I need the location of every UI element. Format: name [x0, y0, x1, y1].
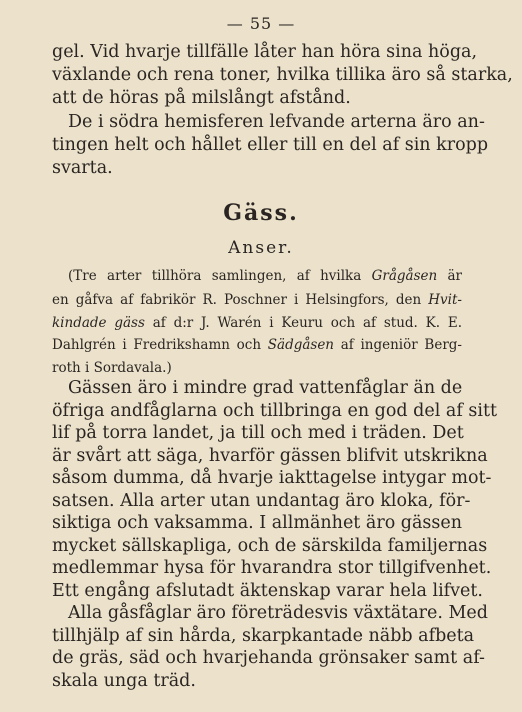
text-line: tillhjälp af sin hårda, skarpkantade näbb afbeta [52, 625, 475, 646]
text-line: såsom dumma, då hvarje iakttagelse intygar mot- [52, 468, 492, 488]
text-line: öfriga andfåglarna och tillbringa en god del af sitt [52, 400, 498, 421]
note-line: roth i Sordavala.) [52, 360, 172, 376]
note-line: en gåfva af fabrikör R. Poschner i Helsingfors, den Hvit- [52, 292, 462, 308]
text-line: svarta. [52, 158, 113, 178]
section-heading: Gäss. [223, 200, 299, 226]
text-line: skala unga träd. [52, 670, 196, 691]
text-line: mycket sällskapliga, och de särskilda familjernas [52, 535, 488, 556]
text-line: Alla gåsfåglar äro företrädesvis växtätare. Med [68, 603, 488, 623]
text-line: De i södra hemisferen lefvande arterna äro an- [68, 112, 485, 132]
text-line: gel. Vid hvarje tillfälle låter han höra sina höga, [52, 42, 478, 62]
text-line: att de höras på milslångt afstånd. [52, 88, 351, 108]
text-line: är svårt att säga, hvarför gässen blifvit utskrikna [52, 445, 488, 466]
section-subheading: Anser. [228, 238, 294, 258]
note-line: kindade gäss af d:r J. Warén i Keuru och af stud. K. E. [52, 315, 462, 331]
page-number: — 55 — [226, 14, 296, 33]
note-line: (Tre arter tillhöra samlingen, af hvilka Grågåsen är [68, 268, 462, 284]
text-line: lif på torra landet, ja till och med i träden. Det [52, 423, 464, 443]
text-line: Ett engång afslutadt äktenskap varar hela lifvet. [52, 580, 483, 601]
text-line: Gässen äro i mindre grad vattenfåglar än de [68, 378, 463, 398]
note-line: Dahlgrén i Fredrikshamn och Sädgåsen af ingeniör Berg- [52, 337, 462, 353]
text-line: satsen. Alla arter utan undantag äro kloka, för- [52, 490, 471, 511]
text-line: de gräs, säd och hvarjehanda grönsaker samt af- [52, 648, 485, 668]
text-line: siktiga och vaksamma. I allmänhet äro gässen [52, 513, 463, 533]
text-line: tingen helt och hållet eller till en del af sin kropp [52, 135, 489, 155]
text-line: växlande och rena toner, hvilka tillika äro så starka, [52, 65, 513, 85]
text-line: medlemmar hysa för hvarandra stor tillgifvenhet. [52, 558, 492, 578]
